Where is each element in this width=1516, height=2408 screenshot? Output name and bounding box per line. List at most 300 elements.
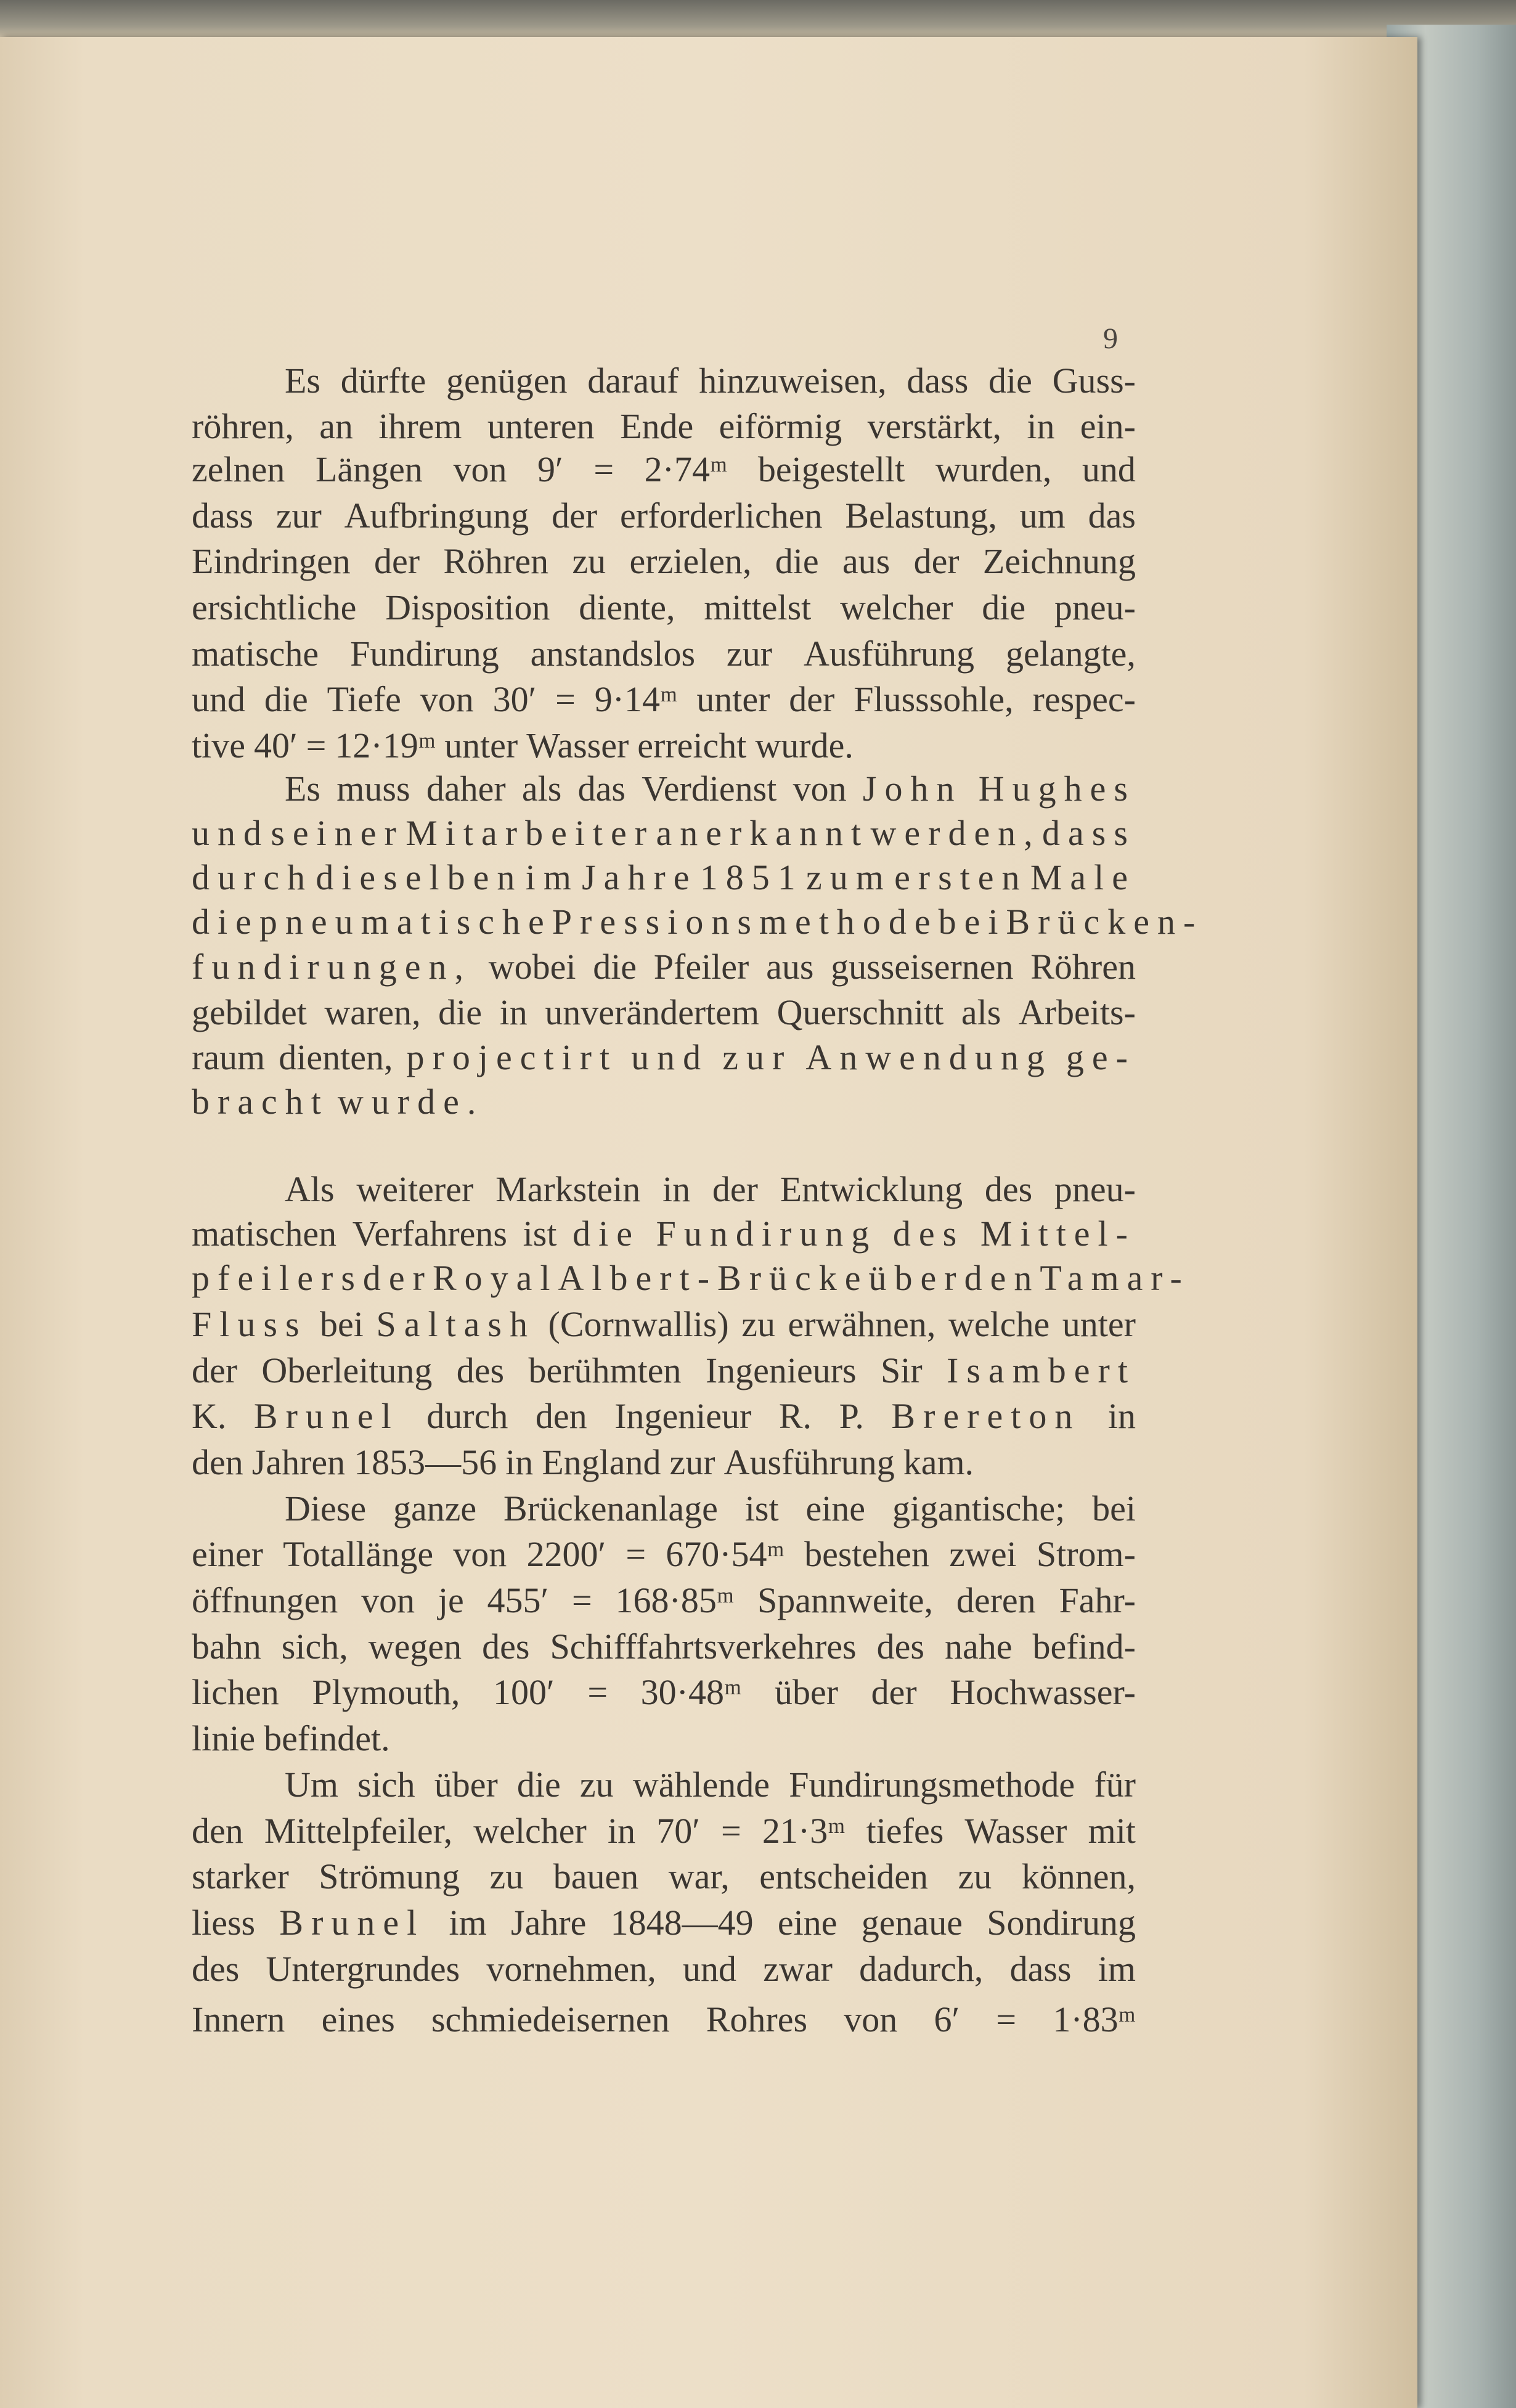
- word: Sondirung: [987, 1902, 1136, 1943]
- word: die: [593, 946, 637, 987]
- word: =: [626, 1534, 646, 1575]
- word: Tamar-: [1040, 1258, 1190, 1299]
- word: Als: [285, 1169, 335, 1209]
- text-line: [192, 991, 1136, 1034]
- word: 1·83ᵐ: [1053, 1999, 1136, 2039]
- word: eine: [777, 1902, 837, 1943]
- text-line: [285, 767, 1136, 810]
- word: projectirt: [406, 1037, 618, 1077]
- word: gusseisernen: [831, 946, 1014, 987]
- word: pneumatische: [259, 902, 552, 942]
- text-line: [192, 448, 1136, 491]
- word: Jahren: [251, 1442, 346, 1482]
- word: 30′: [492, 679, 537, 720]
- word: des: [192, 1948, 240, 1989]
- word: seiner: [271, 813, 404, 854]
- word: mittelst: [704, 587, 812, 628]
- word: 1851: [699, 857, 804, 898]
- word: zwar: [763, 1948, 833, 1989]
- word: Brückenanlage: [503, 1488, 718, 1528]
- word: matischen: [192, 1213, 337, 1254]
- word: genaue: [861, 1902, 963, 1943]
- word: entscheiden: [759, 1856, 929, 1897]
- text-line: [192, 724, 1136, 767]
- word: dienten,: [279, 1037, 393, 1077]
- word: Untergrundes: [266, 1948, 460, 1989]
- word: und: [631, 1037, 709, 1077]
- word: lichen: [192, 1672, 279, 1713]
- word: eine: [805, 1488, 866, 1528]
- word: Aufbringung: [344, 495, 529, 536]
- word: röhren,: [192, 406, 294, 447]
- word: Diese: [285, 1488, 367, 1528]
- word: erzielen,: [629, 541, 752, 582]
- word: dadurch,: [859, 1948, 984, 1989]
- word: zu: [579, 1764, 614, 1805]
- word: um: [1019, 495, 1066, 536]
- word: Fahr-: [1059, 1580, 1136, 1621]
- word: Entwicklung: [780, 1169, 963, 1209]
- word: Brücken-: [1006, 902, 1204, 942]
- word: welcher: [839, 587, 953, 628]
- word: genügen: [446, 360, 568, 401]
- word: können,: [1021, 1856, 1136, 1897]
- word: Flusssohle,: [854, 679, 1014, 720]
- word: der: [374, 541, 420, 582]
- word: Eindringen: [192, 541, 351, 582]
- word: bestehen: [804, 1534, 929, 1575]
- word: Pfeiler: [653, 946, 749, 987]
- word: für: [1094, 1764, 1136, 1805]
- word: 455′: [487, 1580, 549, 1621]
- word: des: [876, 1626, 924, 1667]
- word: Hughes: [978, 768, 1136, 809]
- word: als: [521, 768, 562, 809]
- text-line: [285, 1168, 1136, 1211]
- word: des: [456, 1350, 505, 1390]
- word: den: [192, 1442, 243, 1482]
- word: der: [192, 1350, 238, 1390]
- word: Jahre: [511, 1902, 587, 1943]
- word: Es: [285, 360, 320, 401]
- word: Jahre: [582, 857, 698, 898]
- text-line: [285, 1487, 1136, 1530]
- word: mit: [1088, 1810, 1136, 1851]
- word: und: [683, 1948, 736, 1989]
- word: Ausführung: [803, 633, 975, 674]
- word: respec-: [1032, 679, 1136, 720]
- word: ist: [523, 1213, 557, 1254]
- word: Albert-Brücke: [558, 1258, 869, 1299]
- word: 2·74ᵐ: [644, 449, 728, 489]
- word: Hochwasser-: [950, 1672, 1136, 1713]
- word: ersichtliche: [192, 587, 357, 628]
- word: über: [774, 1672, 839, 1713]
- word: matische: [192, 633, 319, 674]
- text-line: [192, 405, 1136, 448]
- word: erwähnen,: [788, 1304, 936, 1344]
- word: 6′: [934, 1999, 960, 2039]
- word: sich: [357, 1764, 415, 1805]
- word: die: [982, 587, 1026, 628]
- word: gelangte,: [1005, 633, 1136, 674]
- word: ist: [744, 1488, 779, 1528]
- word: aus: [766, 946, 814, 987]
- text-line: [192, 632, 1136, 675]
- word: Belastung,: [845, 495, 997, 536]
- text-line: [192, 1533, 1136, 1576]
- word: Röhren: [1030, 946, 1136, 987]
- word: war,: [668, 1856, 730, 1897]
- word: befindet.: [264, 1718, 390, 1759]
- word: unverändertem: [545, 992, 760, 1033]
- word: anstandslos: [530, 633, 696, 674]
- word: wurden,: [935, 449, 1052, 489]
- word: bauen: [553, 1856, 639, 1897]
- word: John: [862, 768, 963, 809]
- word: =: [587, 1672, 608, 1713]
- word: zu: [572, 541, 606, 582]
- word: in: [1027, 406, 1055, 447]
- word: 9·14ᵐ: [594, 679, 678, 720]
- word: Male: [1030, 857, 1136, 898]
- word: verstärkt,: [867, 406, 1002, 447]
- word: Markstein: [495, 1169, 641, 1209]
- word: Guss-: [1052, 360, 1136, 401]
- word: erforderlichen: [620, 495, 823, 536]
- word: 168·85ᵐ: [615, 1580, 735, 1621]
- text-line: [192, 1948, 1136, 1991]
- word: gigantische;: [892, 1488, 1066, 1528]
- word: bracht: [192, 1081, 329, 1122]
- word: unter: [444, 725, 518, 766]
- word: daher: [426, 768, 506, 809]
- word: befind-: [1032, 1626, 1136, 1667]
- word: 100′: [493, 1672, 555, 1713]
- text-line: [192, 945, 1136, 989]
- word: und: [1082, 449, 1136, 489]
- word: Längen: [315, 449, 423, 489]
- word: =: [306, 725, 327, 766]
- word: im: [1098, 1948, 1136, 1989]
- word: eines: [321, 1999, 395, 2039]
- text-line: [192, 1625, 1136, 1668]
- word: im: [525, 857, 579, 898]
- word: Brereton: [891, 1396, 1081, 1437]
- word: als: [961, 992, 1001, 1033]
- word: eiförmig: [719, 406, 842, 447]
- word: Disposition: [385, 587, 550, 628]
- word: darauf: [587, 360, 679, 401]
- word: wegen: [368, 1626, 462, 1667]
- word: bei: [938, 902, 1006, 942]
- word: bahn: [192, 1626, 261, 1667]
- word: dürfte: [340, 360, 426, 401]
- word: Rohres: [706, 1999, 808, 2039]
- word: berühmten: [528, 1350, 682, 1390]
- word: 40′: [253, 725, 298, 766]
- word: dass: [1042, 813, 1136, 854]
- word: dass: [192, 495, 253, 536]
- text-line: [192, 1810, 1136, 1853]
- word: das: [1088, 495, 1136, 536]
- word: ein-: [1080, 406, 1136, 447]
- word: K.: [192, 1396, 227, 1437]
- text-line: [192, 900, 1204, 944]
- word: Fluss: [192, 1304, 308, 1344]
- word: zu: [958, 1856, 992, 1897]
- text-line: [192, 1303, 1136, 1346]
- word: der: [871, 1672, 917, 1713]
- word: Saltash: [376, 1304, 536, 1344]
- word: Isambert: [947, 1350, 1136, 1390]
- word: Spannweite,: [757, 1580, 934, 1621]
- word: der: [913, 541, 960, 582]
- word: über: [868, 1258, 964, 1299]
- word: Totallänge: [283, 1534, 434, 1575]
- word: =: [555, 679, 576, 720]
- word: 2200′: [526, 1534, 606, 1575]
- word: die: [775, 541, 819, 582]
- word: 9′: [537, 449, 563, 489]
- word: öffnungen: [192, 1580, 338, 1621]
- word: über: [434, 1764, 498, 1805]
- word: P.: [839, 1396, 864, 1437]
- word: wobei: [488, 946, 576, 987]
- word: ganze: [393, 1488, 477, 1528]
- word: Ingenieur: [614, 1396, 752, 1437]
- word: =: [721, 1810, 741, 1851]
- word: den: [964, 1258, 1040, 1299]
- word: des: [892, 1213, 965, 1254]
- word: zu: [489, 1856, 524, 1897]
- word: der: [362, 1258, 433, 1299]
- word: Mittelpfeiler,: [264, 1810, 453, 1851]
- word: Fundirung: [350, 633, 499, 674]
- word: Es: [285, 768, 320, 809]
- word: an: [319, 406, 353, 447]
- word: Anwendung: [805, 1037, 1053, 1077]
- text-line: [192, 856, 1136, 899]
- word: das: [577, 768, 626, 809]
- word: des: [482, 1626, 530, 1667]
- word: ge-: [1066, 1037, 1136, 1077]
- word: 1853—56: [354, 1442, 497, 1482]
- word: zu: [741, 1304, 775, 1344]
- word: in: [499, 992, 528, 1033]
- word: von: [793, 768, 847, 809]
- word: schmiedeisernen: [431, 1999, 670, 2039]
- word: Röhren: [443, 541, 549, 582]
- word: dieselben: [316, 857, 523, 898]
- word: Querschnitt: [776, 992, 944, 1033]
- text-line: [192, 586, 1136, 629]
- word: in: [662, 1169, 691, 1209]
- word: 670·54ᵐ: [666, 1534, 784, 1575]
- word: welcher: [473, 1810, 587, 1851]
- word: Ausführung: [723, 1442, 895, 1482]
- word: in: [607, 1810, 636, 1851]
- word: Zeichnung: [982, 541, 1136, 582]
- word: 21·3ᵐ: [762, 1810, 846, 1851]
- word: ersten: [894, 857, 1028, 898]
- word: von: [844, 1999, 898, 2039]
- word: bei: [320, 1304, 364, 1344]
- word: 12·19ᵐ: [335, 725, 436, 766]
- word: vornehmen,: [486, 1948, 656, 1989]
- word: die: [192, 902, 259, 942]
- word: Verdienst: [642, 768, 777, 809]
- word: die: [264, 679, 308, 720]
- word: aus: [842, 541, 890, 582]
- word: unter: [1062, 1304, 1136, 1344]
- word: die: [516, 1764, 561, 1805]
- text-line: [192, 1395, 1136, 1438]
- word: Brunel: [253, 1396, 399, 1437]
- word: Innern: [192, 1999, 285, 2039]
- word: Fundirung: [656, 1213, 878, 1254]
- text-line: [192, 1257, 1190, 1300]
- word: Verfahrens: [352, 1213, 507, 1254]
- word: die: [988, 360, 1032, 401]
- word: den: [535, 1396, 587, 1437]
- word: beigestellt: [757, 449, 905, 489]
- word: durch: [192, 857, 314, 898]
- word: Strömung: [319, 1856, 460, 1897]
- word: zum: [805, 857, 892, 898]
- word: muss: [336, 768, 410, 809]
- word: pneu-: [1054, 587, 1136, 628]
- word: dass: [1009, 1948, 1072, 1989]
- word: von: [361, 1580, 415, 1621]
- word: zur: [275, 495, 322, 536]
- word: Royal: [432, 1258, 558, 1299]
- text-line: [192, 1671, 1136, 1714]
- word: England: [542, 1442, 661, 1482]
- text-line: [285, 359, 1136, 402]
- word: Wasser: [526, 725, 629, 766]
- word: R.: [778, 1396, 812, 1437]
- word: wurde.: [755, 725, 854, 766]
- text-line: [192, 678, 1136, 721]
- word: dass: [907, 360, 969, 401]
- word: zur: [722, 1037, 793, 1077]
- word: den: [192, 1810, 243, 1851]
- word: erreicht: [637, 725, 747, 766]
- word: kam.: [903, 1442, 974, 1482]
- word: zur: [727, 633, 773, 674]
- word: unter: [696, 679, 770, 720]
- text-line: [192, 1080, 1136, 1124]
- word: Plymouth,: [312, 1672, 460, 1713]
- word: Sir: [880, 1350, 923, 1390]
- word: wurde.: [337, 1081, 484, 1122]
- text-line: [192, 1998, 1136, 2041]
- word: linie: [192, 1718, 256, 1759]
- word: fundirungen,: [192, 946, 471, 987]
- word: zwei: [949, 1534, 1017, 1575]
- text-line: [192, 812, 1136, 855]
- word: Strom-: [1036, 1534, 1136, 1575]
- word: raum: [192, 1037, 266, 1077]
- word: im: [449, 1902, 487, 1943]
- word: Mitarbeiter: [405, 813, 655, 854]
- word: von: [453, 449, 507, 489]
- text-line: [192, 494, 1136, 537]
- word: Ingenieurs: [705, 1350, 857, 1390]
- word: pfeilers: [192, 1258, 363, 1299]
- word: Wasser: [964, 1810, 1067, 1851]
- word: diente,: [579, 587, 675, 628]
- word: durch: [426, 1396, 508, 1437]
- text-line: [192, 1579, 1136, 1622]
- word: weiterer: [356, 1169, 474, 1209]
- word: starker: [192, 1856, 289, 1897]
- word: zur: [669, 1442, 715, 1482]
- text-line: [192, 1212, 1136, 1255]
- word: liess: [192, 1902, 256, 1943]
- text-line: [192, 540, 1136, 583]
- word: waren,: [324, 992, 421, 1033]
- word: des: [984, 1169, 1033, 1209]
- word: unteren: [487, 406, 595, 447]
- page-number: 9: [1103, 322, 1118, 355]
- word: ihrem: [378, 406, 462, 447]
- word: tiefes: [866, 1810, 944, 1851]
- word: Oberleitung: [261, 1350, 433, 1390]
- word: sich,: [281, 1626, 348, 1667]
- word: bei: [1092, 1488, 1136, 1528]
- word: werden,: [870, 813, 1041, 854]
- text-line: [192, 1441, 1136, 1484]
- word: Arbeits-: [1018, 992, 1136, 1033]
- text-line: [192, 1901, 1136, 1945]
- word: Um: [285, 1764, 338, 1805]
- word: Fundirungsmethode: [789, 1764, 1075, 1805]
- word: wählende: [632, 1764, 770, 1805]
- word: =: [996, 1999, 1017, 2039]
- word: in: [1107, 1396, 1136, 1437]
- text-line: [192, 1717, 1136, 1760]
- word: tive: [192, 725, 245, 766]
- word: 30·48ᵐ: [640, 1672, 742, 1713]
- word: Pressionsmethode: [552, 902, 939, 942]
- word: die: [573, 1213, 640, 1254]
- word: pneu-: [1054, 1169, 1136, 1209]
- word: Ende: [620, 406, 694, 447]
- text-line: [285, 1763, 1136, 1806]
- word: welche: [948, 1304, 1050, 1344]
- word: (Cornwallis): [548, 1304, 729, 1344]
- word: zelnen: [192, 449, 285, 489]
- word: 1848—49: [610, 1902, 754, 1943]
- text-line: [192, 1855, 1136, 1898]
- word: deren: [956, 1580, 1036, 1621]
- word: die: [438, 992, 483, 1033]
- word: je: [438, 1580, 464, 1621]
- word: =: [572, 1580, 592, 1621]
- word: anerkannt: [656, 813, 870, 854]
- word: und: [192, 813, 269, 854]
- word: 70′: [656, 1810, 700, 1851]
- word: der: [712, 1169, 758, 1209]
- word: Schifffahrtsverkehres: [550, 1626, 857, 1667]
- word: der: [552, 495, 598, 536]
- word: der: [789, 679, 835, 720]
- text-line: [192, 1036, 1136, 1079]
- word: Brunel: [279, 1902, 425, 1943]
- word: und: [192, 679, 245, 720]
